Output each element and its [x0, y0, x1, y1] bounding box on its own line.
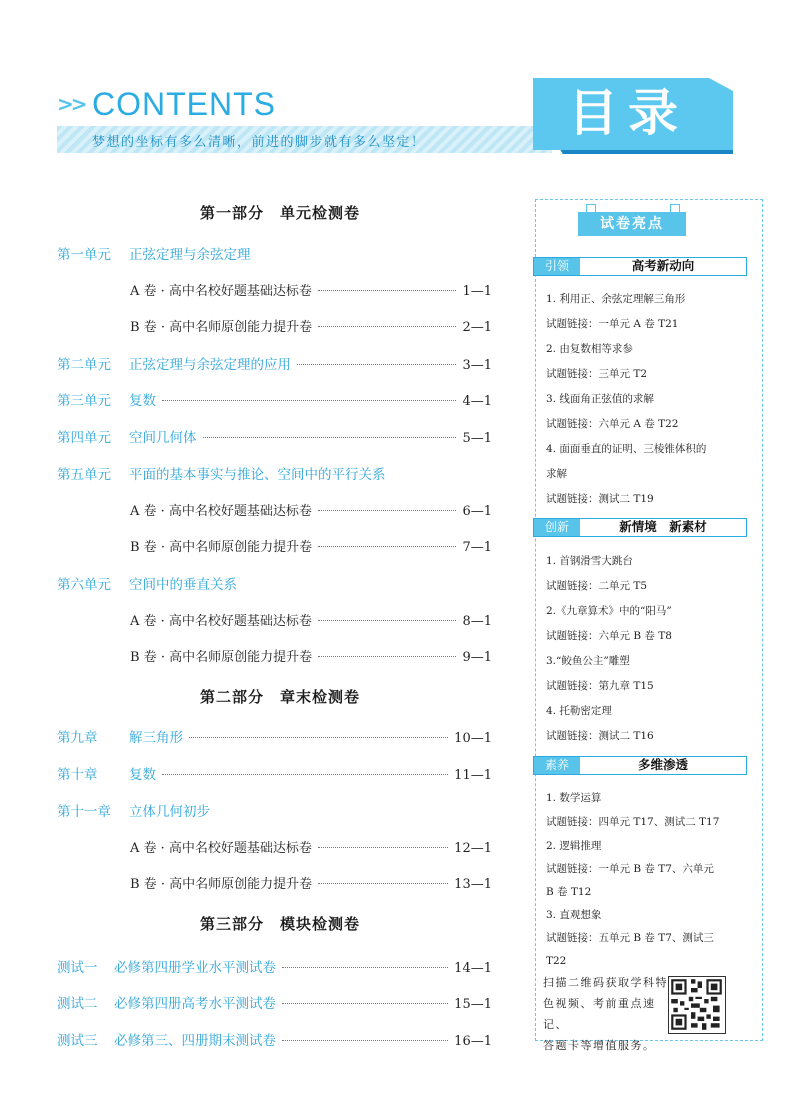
highlight-item: 1. 数学运算	[546, 792, 602, 804]
leader-dots	[282, 1003, 448, 1004]
toc-unit-5[interactable]	[57, 463, 492, 483]
part-heading: 第三部分 模块检测卷	[199, 915, 360, 933]
entry-title: B 卷 · 高中名师原创能力提升卷	[130, 877, 313, 892]
leader-dots	[162, 400, 456, 401]
chapter-title: 复数	[129, 767, 156, 783]
highlight-item: 3.“鲛鱼公主”雕塑	[546, 655, 630, 667]
toc-entry[interactable]	[130, 646, 492, 665]
entry-page: 6—1	[462, 504, 492, 519]
qr-line: 扫描二维码获取学科特	[543, 976, 668, 989]
test-title: 必修第四册学业水平测试卷	[114, 960, 276, 976]
entry-title: A 卷 · 高中名校好题基础达标卷	[130, 284, 312, 299]
section-name: 新情境 新素材	[619, 519, 707, 534]
highlight-link: 试题链接：测试二 T16	[546, 730, 654, 742]
highlight-link: T22	[546, 955, 567, 967]
unit-title: 空间几何体	[129, 430, 197, 446]
tab-title: 目录	[568, 84, 688, 142]
entry-page: 3—1	[462, 358, 492, 373]
highlight-link: 试题链接：第九章 T15	[546, 680, 654, 692]
entry-page: 13—1	[454, 877, 492, 892]
highlight-link: 试题链接：一单元 A 卷 T21	[546, 318, 679, 330]
leader-dots	[318, 847, 448, 848]
unit-title: 正弦定理与余弦定理的应用	[129, 357, 291, 373]
qr-code-icon[interactable]	[668, 976, 726, 1034]
toc-test-2[interactable]	[57, 992, 492, 1012]
entry-page: 16—1	[454, 1034, 492, 1049]
unit-title: 正弦定理与余弦定理	[129, 247, 251, 263]
entry-page: 12—1	[454, 841, 492, 856]
leader-dots	[318, 883, 448, 884]
leader-dots	[318, 656, 456, 657]
toc-entry[interactable]	[130, 873, 492, 892]
entry-title: B 卷 · 高中名师原创能力提升卷	[130, 650, 313, 665]
leader-dots	[318, 620, 457, 621]
part-heading: 第一部分 单元检测卷	[199, 204, 360, 222]
section-tag: 引领	[534, 258, 580, 275]
unit-number: 第二单元	[57, 357, 111, 373]
highlight-link: 试题链接：五单元 B 卷 T7、测试三	[546, 932, 714, 944]
toc-entry[interactable]	[130, 500, 492, 519]
unit-title: 复数	[129, 393, 156, 409]
chapter-number: 第十章	[57, 767, 98, 783]
qr-line: 答题卡等增值服务。	[543, 1039, 656, 1052]
test-title: 必修第四册高考水平测试卷	[114, 996, 276, 1012]
highlight-link: 试题链接：测试二 T19	[546, 493, 654, 505]
entry-page: 2—1	[462, 320, 492, 335]
entry-page: 11—1	[454, 768, 492, 783]
highlight-link: 试题链接：一单元 B 卷 T7、六单元	[546, 863, 714, 875]
unit-number: 第五单元	[57, 467, 111, 483]
section-header-literacy	[533, 756, 747, 775]
unit-title: 平面的基本事实与推论、空间中的平行关系	[129, 467, 386, 483]
section-tag: 创新	[534, 519, 580, 536]
test-number: 测试三	[57, 1033, 98, 1049]
entry-page: 14—1	[454, 961, 492, 976]
toc-entry[interactable]	[130, 536, 492, 555]
toc-chapter-10[interactable]	[57, 763, 492, 783]
highlight-item: 4. 托勒密定理	[546, 705, 612, 717]
panel-title: 试卷亮点	[600, 216, 664, 232]
leader-dots	[318, 326, 456, 327]
toc-test-3[interactable]	[57, 1029, 492, 1049]
qr-pattern	[669, 977, 724, 1032]
highlight-item: 4. 面面垂直的证明、三棱锥体积的	[546, 443, 707, 455]
leader-dots	[203, 437, 457, 438]
highlight-item: 求解	[546, 468, 567, 480]
toc-unit-6[interactable]	[57, 573, 492, 593]
entry-title: A 卷 · 高中名校好题基础达标卷	[130, 841, 312, 856]
qr-line: 色视频、考前重点速记、	[543, 997, 656, 1031]
toc-test-1[interactable]	[57, 956, 492, 976]
leader-dots	[297, 364, 456, 365]
entry-page: 7—1	[462, 540, 492, 555]
leader-dots	[189, 737, 448, 738]
toc-entry[interactable]	[130, 316, 492, 335]
contents-title: CONTENTS	[92, 86, 276, 122]
entry-page: 4—1	[462, 394, 492, 409]
leader-dots	[318, 546, 456, 547]
highlight-item: 2. 逻辑推理	[546, 840, 602, 852]
highlight-link: 试题链接：四单元 T17、测试二 T17	[546, 816, 720, 828]
toc-chapter-11[interactable]	[57, 800, 492, 820]
leader-dots	[318, 510, 457, 511]
entry-page: 5—1	[462, 431, 492, 446]
leader-dots	[282, 1040, 448, 1041]
highlight-item: 2.《九章算术》中的“阳马”	[546, 605, 672, 617]
highlight-item: 1. 首钢滑雪大跳台	[546, 555, 633, 567]
unit-number: 第三单元	[57, 393, 111, 409]
entry-page: 1—1	[462, 284, 492, 299]
toc-unit-1[interactable]	[57, 243, 492, 263]
toc-entry[interactable]	[130, 280, 492, 299]
chapter-title: 立体几何初步	[129, 804, 210, 820]
unit-title: 空间中的垂直关系	[129, 577, 237, 593]
chapter-number: 第十一章	[57, 804, 111, 820]
toc-unit-4[interactable]	[57, 426, 492, 446]
section-name: 多维渗透	[637, 757, 688, 772]
test-title: 必修第三、四册期末测试卷	[114, 1033, 276, 1049]
entry-title: A 卷 · 高中名校好题基础达标卷	[130, 504, 312, 519]
section-name: 高考新动向	[631, 258, 695, 273]
leader-dots	[282, 967, 448, 968]
qr-description	[543, 972, 668, 1056]
highlight-link: 试题链接：六单元 B 卷 T8	[546, 630, 672, 642]
toc-entry[interactable]	[130, 610, 492, 629]
entry-page: 9—1	[462, 650, 492, 665]
unit-number: 第一单元	[57, 247, 111, 263]
chapter-title: 解三角形	[129, 730, 183, 746]
entry-page: 8—1	[462, 614, 492, 629]
toc-unit-2[interactable]	[57, 353, 492, 373]
toc-chapter-9[interactable]	[57, 726, 492, 746]
highlight-item: 3. 直观想象	[546, 909, 602, 921]
test-number: 测试二	[57, 996, 98, 1012]
leader-dots	[162, 774, 448, 775]
section-header-lead	[533, 257, 747, 276]
unit-number: 第六单元	[57, 577, 111, 593]
highlight-link: B 卷 T12	[546, 886, 592, 898]
toc-unit-3[interactable]	[57, 389, 492, 409]
leader-dots	[318, 290, 457, 291]
section-tag: 素养	[534, 757, 580, 774]
unit-number: 第四单元	[57, 430, 111, 446]
entry-title: B 卷 · 高中名师原创能力提升卷	[130, 320, 313, 335]
entry-page: 10—1	[454, 731, 492, 746]
highlight-link: 试题链接：六单元 A 卷 T22	[546, 418, 679, 430]
header-motto: 梦想的坐标有多么清晰，前进的脚步就有多么坚定！	[92, 135, 426, 150]
entry-title: B 卷 · 高中名师原创能力提升卷	[130, 540, 313, 555]
entry-page: 15—1	[454, 997, 492, 1012]
entry-title: A 卷 · 高中名校好题基础达标卷	[130, 614, 312, 629]
highlight-item: 1. 利用正、余弦定理解三角形	[546, 293, 686, 305]
test-number: 测试一	[57, 960, 98, 976]
toc-entry[interactable]	[130, 837, 492, 856]
double-chevron-icon: >>	[57, 92, 85, 116]
highlight-item: 2. 由复数相等求参	[546, 343, 633, 355]
highlight-link: 试题链接：二单元 T5	[546, 580, 648, 592]
highlight-item: 3. 线面角正弦值的求解	[546, 393, 654, 405]
section-header-innovation	[533, 518, 747, 537]
highlight-link: 试题链接：三单元 T2	[546, 368, 648, 380]
part-heading: 第二部分 章末检测卷	[199, 688, 360, 706]
chapter-number: 第九章	[57, 730, 98, 746]
